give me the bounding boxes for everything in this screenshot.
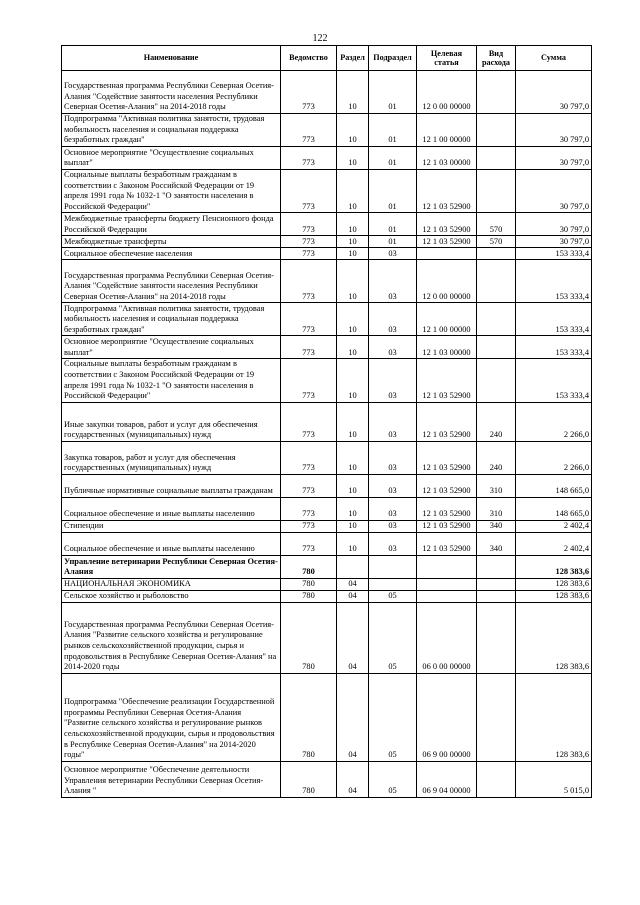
- cell-section: 10: [337, 114, 369, 147]
- cell-dept: 773: [281, 170, 337, 213]
- cell-section: 10: [337, 474, 369, 497]
- cell-sum: 148 665,0: [516, 474, 592, 497]
- cell-dept: 773: [281, 402, 337, 441]
- cell-subsection: 01: [369, 147, 417, 170]
- cell-sum: 2 402,4: [516, 520, 592, 532]
- table-row: [62, 359, 592, 402]
- cell-type: [477, 673, 516, 761]
- cell-sum: 30 797,0: [516, 236, 592, 248]
- cell-sum: 2 402,4: [516, 532, 592, 555]
- cell-sum: 30 797,0: [516, 71, 592, 114]
- cell-dept: 773: [281, 497, 337, 520]
- cell-sum: 30 797,0: [516, 170, 592, 213]
- cell-type: [477, 761, 516, 797]
- cell-subsection: 05: [369, 761, 417, 797]
- cell-sum: 128 383,6: [516, 602, 592, 673]
- cell-type: 570: [477, 213, 516, 236]
- cell-dept: 773: [281, 303, 337, 336]
- table-row: [62, 520, 592, 532]
- cell-section: 10: [337, 402, 369, 441]
- cell-target: 12 1 03 52900: [417, 213, 477, 236]
- cell-sum: 128 383,6: [516, 555, 592, 578]
- cell-dept: 773: [281, 532, 337, 555]
- cell-dept: 773: [281, 336, 337, 359]
- cell-sum: 2 266,0: [516, 441, 592, 474]
- cell-dept: 773: [281, 236, 337, 248]
- cell-target: 12 0 00 00000: [417, 260, 477, 303]
- cell-subsection: 05: [369, 673, 417, 761]
- cell-type: 340: [477, 532, 516, 555]
- cell-type: [477, 147, 516, 170]
- cell-target: 12 1 03 52900: [417, 236, 477, 248]
- cell-dept: 780: [281, 673, 337, 761]
- cell-section: 04: [337, 602, 369, 673]
- cell-type: 240: [477, 441, 516, 474]
- table-row: [62, 578, 592, 590]
- cell-type: 340: [477, 520, 516, 532]
- cell-name: Государственная программа Республики Северная Осетия-Алания "Содействие занятости населения Республики Северная Осетия-Алания" на 2014-2018 годы: [62, 71, 281, 114]
- cell-subsection: 03: [369, 497, 417, 520]
- cell-type: [477, 555, 516, 578]
- header-dept: Ведомство: [281, 46, 337, 71]
- cell-name: Основное мероприятие "Осуществление социальных выплат": [62, 147, 281, 170]
- cell-name: Государственная программа Республики Северная Осетия-Алания "Содействие занятости населения Республики Северная Осетия-Алания" на 2014-2018 годы: [62, 260, 281, 303]
- cell-section: 10: [337, 147, 369, 170]
- cell-dept: 773: [281, 260, 337, 303]
- table-row: [62, 532, 592, 555]
- cell-dept: 780: [281, 555, 337, 578]
- cell-name: Социальное обеспечение и иные выплаты населению: [62, 497, 281, 520]
- cell-type: [477, 260, 516, 303]
- cell-target: [417, 555, 477, 578]
- cell-dept: 773: [281, 147, 337, 170]
- cell-subsection: 05: [369, 590, 417, 602]
- cell-subsection: 03: [369, 520, 417, 532]
- cell-section: 10: [337, 248, 369, 260]
- cell-dept: 780: [281, 590, 337, 602]
- cell-type: [477, 71, 516, 114]
- table-row: [62, 761, 592, 797]
- cell-sum: 128 383,6: [516, 578, 592, 590]
- cell-section: 10: [337, 71, 369, 114]
- cell-sum: 30 797,0: [516, 114, 592, 147]
- header-subsection: Подраздел: [369, 46, 417, 71]
- cell-section: 10: [337, 532, 369, 555]
- cell-name: Социальные выплаты безработным гражданам в соответствии с Законом Российской Федерации от 19 апреля 1991 года № 1032-1 "О занятости населения в Российской Федерации": [62, 170, 281, 213]
- cell-section: 10: [337, 359, 369, 402]
- cell-name: Основное мероприятие "Осуществление социальных выплат": [62, 336, 281, 359]
- cell-sum: 30 797,0: [516, 213, 592, 236]
- table-row: [62, 336, 592, 359]
- cell-subsection: 03: [369, 260, 417, 303]
- cell-name: Подпрограмма "Обеспечение реализации Государственной программы Республики Северная Осетия-Алания "Развитие сельского хозяйства и регулирование рынков сельскохозяйственной продукции, сырья и продовольствия в Республике Северная Осетия-Алания" на 2014-2020 годы": [62, 673, 281, 761]
- cell-name: Публичные нормативные социальные выплаты гражданам: [62, 474, 281, 497]
- cell-subsection: 01: [369, 213, 417, 236]
- cell-section: 10: [337, 260, 369, 303]
- cell-section: 10: [337, 497, 369, 520]
- cell-sum: 128 383,6: [516, 590, 592, 602]
- table-row: [62, 555, 592, 578]
- cell-type: [477, 359, 516, 402]
- cell-subsection: 01: [369, 170, 417, 213]
- cell-target: 12 0 00 00000: [417, 71, 477, 114]
- cell-subsection: 03: [369, 532, 417, 555]
- header-target: Целевая статья: [417, 46, 477, 71]
- cell-name: Государственная программа Республики Северная Осетия-Алания "Развитие сельского хозяйства и регулирование рынков сельскохозяйственной продукции, сырья и продовольствия в Республике Северная Осетия-Алания" на 2014-2020 годы: [62, 602, 281, 673]
- cell-target: [417, 590, 477, 602]
- cell-target: [417, 248, 477, 260]
- cell-section: 10: [337, 336, 369, 359]
- cell-dept: 780: [281, 602, 337, 673]
- cell-sum: 2 266,0: [516, 402, 592, 441]
- cell-dept: 773: [281, 71, 337, 114]
- cell-name: Подпрограмма "Активная политика занятости, трудовая мобильность населения и социальная поддержка безработных граждан": [62, 114, 281, 147]
- cell-target: 12 1 03 52900: [417, 532, 477, 555]
- cell-target: 12 1 03 52900: [417, 441, 477, 474]
- table-row: [62, 260, 592, 303]
- cell-target: 12 1 03 52900: [417, 170, 477, 213]
- budget-table: [61, 45, 592, 798]
- cell-name: Подпрограмма "Активная политика занятости, трудовая мобильность населения и социальная поддержка безработных граждан": [62, 303, 281, 336]
- cell-subsection: 03: [369, 248, 417, 260]
- cell-sum: 5 015,0: [516, 761, 592, 797]
- cell-target: 12 1 03 52900: [417, 359, 477, 402]
- cell-target: 06 9 04 00000: [417, 761, 477, 797]
- cell-section: 10: [337, 170, 369, 213]
- table-row: [62, 71, 592, 114]
- cell-section: 10: [337, 303, 369, 336]
- cell-section: 04: [337, 761, 369, 797]
- cell-subsection: 03: [369, 336, 417, 359]
- page-number: 122: [312, 33, 328, 44]
- cell-sum: 153 333,4: [516, 248, 592, 260]
- cell-subsection: 03: [369, 359, 417, 402]
- cell-target: 12 1 00 00000: [417, 303, 477, 336]
- cell-name: Управление ветеринарии Республики Северная Осетия-Алания: [62, 555, 281, 578]
- table-row: [62, 236, 592, 248]
- cell-dept: 773: [281, 114, 337, 147]
- table-row: [62, 474, 592, 497]
- cell-type: 240: [477, 402, 516, 441]
- cell-subsection: [369, 578, 417, 590]
- cell-section: 04: [337, 673, 369, 761]
- cell-target: 06 0 00 00000: [417, 602, 477, 673]
- cell-section: 10: [337, 520, 369, 532]
- cell-name: Социальное обеспечение населения: [62, 248, 281, 260]
- table-row: [62, 303, 592, 336]
- cell-subsection: 03: [369, 303, 417, 336]
- cell-dept: 780: [281, 761, 337, 797]
- cell-target: 12 1 03 00000: [417, 336, 477, 359]
- table-row: [62, 114, 592, 147]
- cell-target: 12 1 03 52900: [417, 497, 477, 520]
- cell-dept: 773: [281, 474, 337, 497]
- header-expense-type: Вид расхода: [477, 46, 516, 71]
- cell-type: 310: [477, 474, 516, 497]
- header-name: Наименование: [62, 46, 281, 71]
- header-section: Раздел: [337, 46, 369, 71]
- header-sum: Сумма: [516, 46, 592, 71]
- table-row: [62, 441, 592, 474]
- cell-type: [477, 170, 516, 213]
- table-row: [62, 147, 592, 170]
- table-row: [62, 590, 592, 602]
- cell-subsection: 05: [369, 602, 417, 673]
- cell-sum: 153 333,4: [516, 260, 592, 303]
- cell-section: 10: [337, 213, 369, 236]
- cell-section: 04: [337, 578, 369, 590]
- table-row: [62, 170, 592, 213]
- cell-name: Иные закупки товаров, работ и услуг для обеспечения государственных (муниципальных) нужд: [62, 402, 281, 441]
- cell-subsection: 03: [369, 474, 417, 497]
- cell-target: 12 1 03 52900: [417, 474, 477, 497]
- cell-dept: 773: [281, 520, 337, 532]
- cell-target: 12 1 00 00000: [417, 114, 477, 147]
- cell-dept: 773: [281, 213, 337, 236]
- cell-target: 06 9 00 00000: [417, 673, 477, 761]
- cell-sum: 30 797,0: [516, 147, 592, 170]
- cell-type: [477, 114, 516, 147]
- cell-name: Межбюджетные трансферты: [62, 236, 281, 248]
- cell-name: Стипендии: [62, 520, 281, 532]
- cell-dept: 773: [281, 359, 337, 402]
- cell-type: [477, 602, 516, 673]
- cell-dept: 773: [281, 248, 337, 260]
- cell-subsection: 03: [369, 441, 417, 474]
- cell-target: [417, 578, 477, 590]
- table-row: [62, 213, 592, 236]
- cell-sum: 153 333,4: [516, 336, 592, 359]
- cell-type: [477, 303, 516, 336]
- table-row: [62, 402, 592, 441]
- cell-sum: 148 665,0: [516, 497, 592, 520]
- table-header-row: [62, 46, 592, 71]
- cell-name: Социальные выплаты безработным гражданам в соответствии с Законом Российской Федерации от 19 апреля 1991 года № 1032-1 "О занятости населения в Российской Федерации": [62, 359, 281, 402]
- cell-section: 10: [337, 441, 369, 474]
- cell-target: 12 1 03 52900: [417, 402, 477, 441]
- cell-type: [477, 336, 516, 359]
- cell-sum: 128 383,6: [516, 673, 592, 761]
- cell-section: [337, 555, 369, 578]
- cell-type: 310: [477, 497, 516, 520]
- cell-subsection: 03: [369, 402, 417, 441]
- cell-section: 04: [337, 590, 369, 602]
- cell-subsection: [369, 555, 417, 578]
- cell-type: 570: [477, 236, 516, 248]
- cell-sum: 153 333,4: [516, 359, 592, 402]
- cell-section: 10: [337, 236, 369, 248]
- cell-name: Закупка товаров, работ и услуг для обеспечения государственных (муниципальных) нужд: [62, 441, 281, 474]
- cell-name: Сельское хозяйство и рыболовство: [62, 590, 281, 602]
- table-row: [62, 673, 592, 761]
- cell-name: Межбюджетные трансферты бюджету Пенсионного фонда Российской Федерации: [62, 213, 281, 236]
- cell-name: Социальное обеспечение и иные выплаты населению: [62, 532, 281, 555]
- cell-type: [477, 248, 516, 260]
- cell-subsection: 01: [369, 236, 417, 248]
- cell-dept: 773: [281, 441, 337, 474]
- table-row: [62, 497, 592, 520]
- cell-target: 12 1 03 00000: [417, 147, 477, 170]
- cell-type: [477, 590, 516, 602]
- cell-subsection: 01: [369, 114, 417, 147]
- cell-subsection: 01: [369, 71, 417, 114]
- cell-target: 12 1 03 52900: [417, 520, 477, 532]
- cell-name: Основное мероприятие "Обеспечение деятельности Управления ветеринарии Республики Северная Осетия-Алания ": [62, 761, 281, 797]
- cell-dept: 780: [281, 578, 337, 590]
- cell-name: НАЦИОНАЛЬНАЯ ЭКОНОМИКА: [62, 578, 281, 590]
- cell-sum: 153 333,4: [516, 303, 592, 336]
- cell-type: [477, 578, 516, 590]
- table-row: [62, 248, 592, 260]
- table-row: [62, 602, 592, 673]
